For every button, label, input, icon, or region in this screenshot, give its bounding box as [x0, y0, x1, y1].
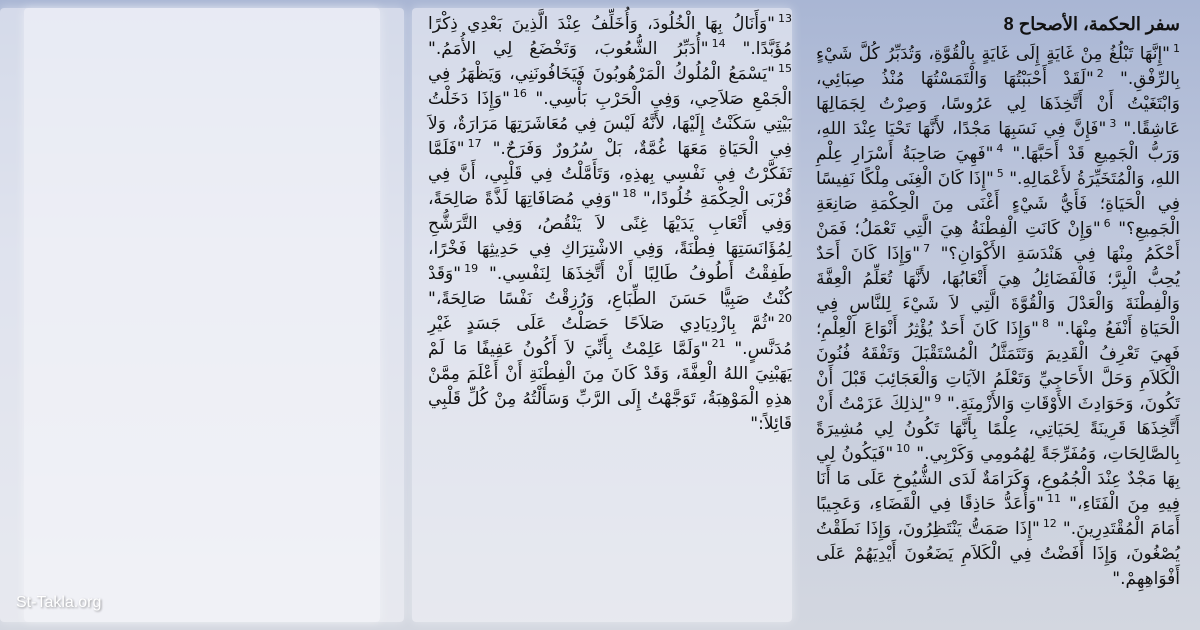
verse-number: 13 [778, 12, 792, 26]
verse-text: "وَقَدْ كُنْتُ صَبِيًّا حَسَنَ الطِّبَاعِ، وَرُزِقْتُ نَفْسًا صَالِحَةً،" [428, 264, 792, 309]
verse-number: 5 [996, 167, 1004, 181]
verse-number: 12 [1042, 517, 1057, 531]
verse-text: "وَأَنَالُ بِهَا الْخُلُودَ، وَأُخَلِّفُ عِنْدَ الَّذِينَ بَعْدِي ذِكْرًا مُؤَبَّدًا." [428, 14, 793, 59]
verse-text: "وَفِي مُصَافَاتِهَا لَذَّةً صَالِحَةً، وَفِي أَتْعَابِ يَدَيْهَا غِنًى لاَ يَنْقُصُ، وَفِي التَّرَشُّحِ لِمُؤَانَسَتِهَا فِطْنَةً، وَفِي الاشْتِرَاكِ فِي حَدِيثِهَا فَخْرًا، طَفِقْتُ أَطُوفُ طَالِبًا أَنْ أَتَّخِذَهَا لِنَفْسِي." [428, 189, 792, 284]
verse-text: "لَقَدْ أَحْبَبْتُهَا وَالْتَمَسْتُهَا مُنْذُ صِبَائِي، وَابْتَغَيْتُ أَنْ أَتَّخِذَهَا لِي عَرُوسًا، وَصِرْتُ لِجَمَالِهَا عَاشِقًا." [816, 69, 1180, 139]
verse-number: 2 [1096, 67, 1104, 81]
verse-number: 4 [996, 142, 1004, 156]
verse-number: 11 [1046, 492, 1061, 506]
verse-number: 21 [711, 337, 726, 351]
text-panel-left [24, 8, 404, 622]
verse-text: "وَلَمَّا عَلِمْتُ بِأَنِّيَ لاَ أَكُونُ عَفِيفًا مَا لَمْ يَهَبْنِيَ اللهُ الْعِفَّةَ، وَقَدْ كَانَ مِنَ الْفِطْنَةِ أَنْ أَعْلَمَ مِمَّنْ هذِهِ الْمَوْهِبَةُ، تَوَجَّهْتُ إِلَى الرَّبِّ وَسَأَلْتُهُ مِنْ كُلِّ قَلْبِي قَائِلاً:" [428, 339, 792, 434]
verse-text: "يَسْمَعُ الْمُلُوكُ الْمَرْهُوبُونَ فَيَخَافُونَنِي، وَيَظْهَرُ فِي الْجَمْعِ صَلاَحِي، وَفِي الْحَرْبِ بَأْسِي." [428, 64, 792, 109]
verse-number: 9 [934, 392, 942, 406]
verse-text: "وَإِذَا دَخَلْتُ بَيْتِي سَكَنْتُ إِلَيْهَا، لأَنَّهُ لَيْسَ فِي مُعَاشَرَتِهَا مَرَارَةٌ، وَلاَ فِي الْحَيَاةِ مَعَهَا غُمَّةٌ، بَلْ سُرُورٌ وَفَرَحٌ." [428, 89, 793, 159]
chapter-title: سفر الحكمة، الأصحاح 8 [1003, 14, 1180, 34]
verse-text: "لِذلِكَ عَزَمْتُ أَنْ أَتَّخِذَهَا قَرِينَةً لِحَيَاتِي، عِلْمًا بِأَنَّهَا تَكُونُ لِي مُشِيرَةً بِالصَّالِحَاتِ، وَمُفَرِّجَةً لِهُمُومِي وَكَرْبِي." [816, 394, 1180, 464]
verse-number: 14 [711, 37, 726, 51]
verse-number: 7 [923, 242, 931, 256]
verse-number: 18 [622, 187, 637, 201]
verse-text: "أُدَبِّرُ الشُّعُوبَ، وَتَخْضَعُ لِي الأُمَمُ." [428, 39, 709, 59]
verse-text: "فَهِيَ صَاحِبَةُ أَسْرَارِ عِلْمِ اللهِ، وَالْمُتَخَيِّرَةُ لأَعْمَالِهِ." [816, 144, 1180, 189]
verse-number: 8 [1042, 317, 1050, 331]
verse-number: 19 [464, 262, 479, 276]
verse [428, 39, 726, 59]
verse-text: "وَإِذَا كَانَ أَحَدٌ يُحِبُّ الْبِرَّ؛ فَالْفَضَائِلُ هِيَ أَتْعَابُهَا، لأَنَّهَا تُعَلِّمُ الْعِفَّةَ وَالْفِطْنَةَ وَالْعَدْلَ وَالْقُوَّةَ الَّتِي لاَ شَيْءَ لِلنَّاسِ فِي الْحَيَاةِ أَنْفَعُ مِنْهَا." [816, 244, 1181, 339]
verse-number: 1 [1173, 42, 1180, 56]
verse-number: 20 [778, 312, 792, 326]
verse-text: "وَإِذَا كَانَ أَحَدٌ يُؤْثِرُ أَنْوَاعَ الْعِلْمِ؛ فَهِيَ تَعْرِفُ الْقَدِيمَ وَتَتَمَثَّلُ الْمُسْتَقْبَلَ وَتَفْقَهُ فُنُونَ الْكَلاَمِ وَحَلَّ الأَحَاجِيِّ وَتَعْلَمُ الآيَاتِ وَالْعَجَائِبَ قَبْلَ أَنْ تَكُونَ، وَحَوَادِثَ الأَوْقَاتِ وَالأَزْمِنَةِ." [816, 319, 1180, 414]
verse-number: 10 [896, 442, 911, 456]
verse-text: "فَلَمَّا تَفَكَّرْتُ فِي نَفْسِي بِهذِهِ، وَتَأَمَّلْتُ فِي قَلْبِي، أَنَّ فِي قُرْبَى الْحِكْمَةِ خُلُودًا،" [428, 139, 792, 209]
verse-flow [816, 42, 1180, 592]
verse-number: 17 [467, 137, 482, 151]
column-right [816, 12, 1180, 592]
verse-number: 16 [512, 87, 527, 101]
verse-text: "إِنَّهَا تَبْلُغُ مِنْ غَايَةٍ إِلَى غَايَةٍ بِالْقُوَّةِ، وَتُدَبِّرُ كُلَّ شَيْءٍ بِالرِّفْقِ." [816, 44, 1180, 89]
verse-text: "إِذَا كَانَ الْغِنَى مِلْكًا نَفِيسًا فِي الْحَيَاةِ؛ فَأَيُّ شَيْءٍ أَغْنَى مِنَ الْحِكْمَةِ صَانِعَةِ الْجَمِيعِ؟" [816, 169, 1180, 239]
verse-text: "وَإِنْ كَانَتِ الْفِطْنَةُ هِيَ الَّتِي تَعْمَلُ؛ فَمَنْ أَحْكَمُ مِنْهَا فِي هَنْدَسَةِ الأَكْوَانِ؟" [816, 219, 1180, 264]
verse-number: 3 [1109, 117, 1117, 131]
verse-text: "إِذَا صَمَتُّ يَنْتَظِرُونَ، وَإِذَا نَطَقْتُ يُصْغُونَ، وَإِذَا أَفَضْتُ فِي الْكَلاَمِ يَضَعُونَ أَيْدِيَهُمْ عَلَى أَفْوَاهِهِمْ." [816, 519, 1180, 589]
column-middle [428, 12, 792, 437]
verse-text: "فَإِنَّ فِي نَسَبِهَا مَجْدًا، لأَنَّهَا تَحْيَا عِنْدَ اللهِ، وَرَبُّ الْجَمِيعِ قَدْ أَحَبَّهَا." [816, 119, 1180, 164]
site-watermark: St-Takla.org [16, 594, 102, 611]
verse-text: "وَأُعَدُّ حَاذِقًا فِي الْقَضَاءِ، وَعَجِيبًا أَمَامَ الْمُقْتَدِرِينَ." [816, 494, 1181, 539]
verse-number: 15 [778, 62, 792, 76]
verse-number: 6 [1103, 217, 1111, 231]
verse-text: "فَيَكُونُ لِي بِهَا مَجْدٌ عِنْدَ الْجُمُوعِ، وَكَرَامَةٌ لَدَى الشُّيُوخِ عَلَى مَا أَنَا فِيهِ مِنَ الْفَتَاءِ،" [816, 444, 1181, 514]
verse-text: "ثُمَّ بِازْدِيَادِي صَلاَحًا حَصَلْتُ عَلَى جَسَدٍ غَيْرِ مُدَنَّسٍ." [428, 314, 793, 359]
